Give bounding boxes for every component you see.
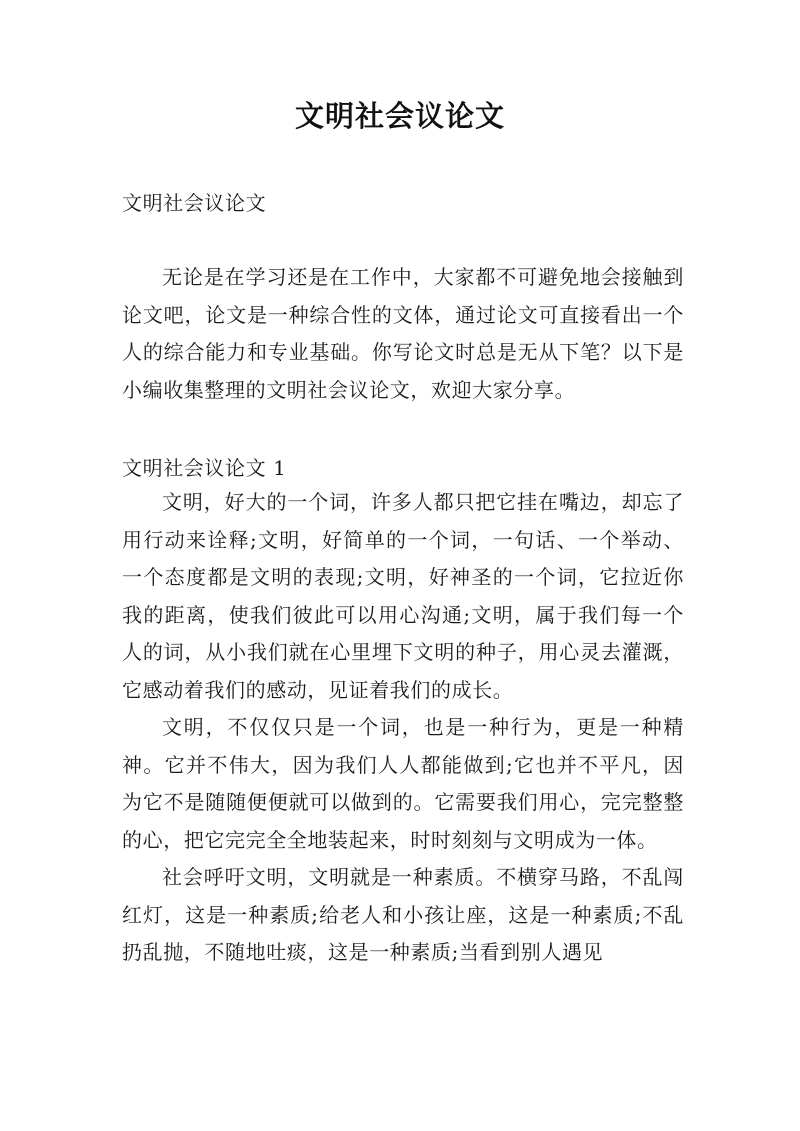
section-heading: 文明社会议论文 1	[122, 456, 287, 480]
body-paragraph-2: 文明，不仅仅只是一个词，也是一种行为，更是一种精神。它并不伟大，因为我们人人都能做到;它也并不平凡，因为它不是随随便便就可以做到的。它需要我们用心，完完整整的心，把它完完全全地装起来，时时刻刻与文明成为一体。	[122, 715, 684, 852]
document-title: 文明社会议论文	[294, 99, 505, 133]
body-paragraph-1: 文明，好大的一个词，许多人都只把它挂在嘴边，却忘了用行动来诠释;文明，好简单的一个词，一句话、一个举动、一个态度都是文明的表现;文明，好神圣的一个词，它拉近你我的距离，使我们彼此可以用心沟通;文明，属于我们每一个人的词，从小我们就在心里埋下文明的种子，用心灵去灌溉，它感动着我们的感动，见证着我们的成长。	[122, 490, 684, 702]
section-body	[122, 484, 684, 972]
body-paragraph-3: 社会呼吁文明，文明就是一种素质。不横穿马路，不乱闯红灯，这是一种素质;给老人和小孩让座，这是一种素质;不乱扔乱抛，不随地吐痰，这是一种素质;当看到别人遇见	[122, 865, 684, 964]
intro-paragraph: 无论是在学习还是在工作中，大家都不可避免地会接触到论文吧，论文是一种综合性的文体，通过论文可直接看出一个人的综合能力和专业基础。你写论文时总是无从下笔？以下是小编收集整理的文明社会议论文，欢迎大家分享。	[122, 265, 684, 402]
document-subtitle: 文明社会议论文	[122, 191, 267, 215]
